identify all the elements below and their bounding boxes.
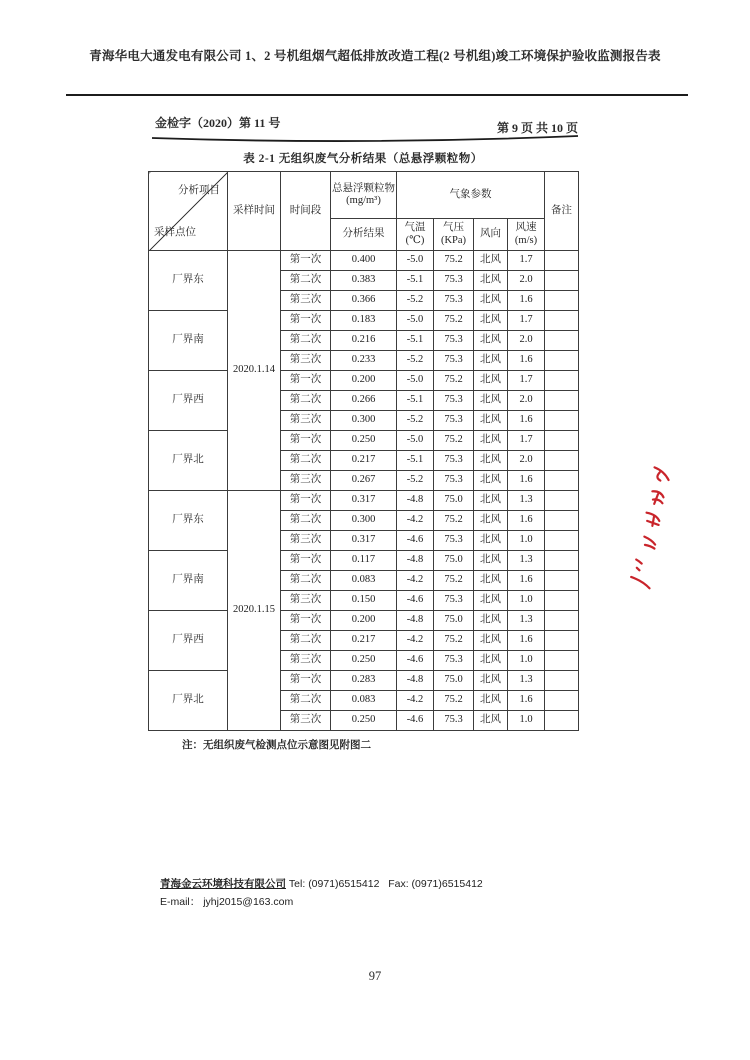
temperature-cell: -5.1 — [397, 331, 434, 351]
date-cell: 2020.1.14 — [228, 251, 281, 491]
wind-direction-cell: 北风 — [474, 671, 508, 691]
location-cell: 厂界西 — [149, 611, 228, 671]
header-analysis-result: 分析结果 — [331, 219, 397, 251]
wind-speed-cell: 1.7 — [508, 431, 545, 451]
location-cell: 厂界西 — [149, 371, 228, 431]
run-label-cell: 第三次 — [281, 411, 331, 431]
footer-email-value: jyhj2015@163.com — [203, 895, 294, 908]
wind-direction-cell: 北风 — [474, 431, 508, 451]
header-wind-speed-unit: (m/s) — [514, 234, 538, 246]
wind-speed-cell: 1.0 — [508, 651, 545, 671]
wind-speed-cell: 1.6 — [508, 571, 545, 591]
wind-speed-cell: 2.0 — [508, 271, 545, 291]
result-cell: 0.083 — [331, 571, 397, 591]
table-row — [149, 671, 579, 691]
header-pressure-unit: (KPa) — [440, 234, 467, 246]
result-cell: 0.216 — [331, 331, 397, 351]
footer-line2 — [160, 894, 483, 912]
header-temperature — [397, 219, 434, 251]
pressure-cell: 75.3 — [434, 451, 474, 471]
temperature-cell: -5.1 — [397, 391, 434, 411]
wind-direction-cell: 北风 — [474, 591, 508, 611]
pressure-cell: 75.3 — [434, 331, 474, 351]
remark-cell — [545, 371, 579, 391]
location-cell: 厂界北 — [149, 431, 228, 491]
result-cell: 0.217 — [331, 631, 397, 651]
footer-fax-value: (0971)6515412 — [411, 878, 483, 890]
pressure-cell: 75.3 — [434, 711, 474, 731]
pressure-cell: 75.3 — [434, 591, 474, 611]
result-cell: 0.317 — [331, 491, 397, 511]
wind-direction-cell: 北风 — [474, 351, 508, 371]
pressure-cell: 75.3 — [434, 651, 474, 671]
run-label-cell: 第三次 — [281, 711, 331, 731]
result-cell: 0.383 — [331, 271, 397, 291]
remark-cell — [545, 491, 579, 511]
run-label-cell: 第一次 — [281, 551, 331, 571]
table-footnote: 注：无组织废气检测点位示意图见附图二 — [182, 740, 371, 751]
temperature-cell: -4.2 — [397, 511, 434, 531]
run-label-cell: 第二次 — [281, 571, 331, 591]
footer-fax-label: Fax: — [388, 878, 409, 890]
location-cell: 厂界南 — [149, 311, 228, 371]
wind-direction-cell: 北风 — [474, 371, 508, 391]
remark-cell — [545, 551, 579, 571]
pressure-cell: 75.3 — [434, 351, 474, 371]
temperature-cell: -5.0 — [397, 371, 434, 391]
result-cell: 0.250 — [331, 651, 397, 671]
wind-speed-cell: 2.0 — [508, 331, 545, 351]
run-label-cell: 第一次 — [281, 371, 331, 391]
pressure-cell: 75.3 — [434, 471, 474, 491]
header-time-period: 时间段 — [281, 172, 331, 251]
footer-tel-label: Tel: — [288, 878, 306, 890]
wind-direction-cell: 北风 — [474, 411, 508, 431]
footer-company-name: 青海金云环境科技有限公司 — [160, 878, 286, 890]
remark-cell — [545, 251, 579, 271]
table-row — [149, 371, 579, 391]
header-pressure-name: 气压 — [443, 222, 464, 234]
header-wind-speed — [508, 219, 545, 251]
wind-direction-cell: 北风 — [474, 271, 508, 291]
wind-direction-cell: 北风 — [474, 571, 508, 591]
remark-cell — [545, 651, 579, 671]
wind-direction-cell: 北风 — [474, 531, 508, 551]
page-number: 97 — [368, 969, 382, 983]
document-header-title: 青海华电大通发电有限公司 1、2 号机组烟气超低排放改造工程(2 号机组)竣工环境保护验收监测报告表 — [89, 49, 661, 63]
pressure-cell: 75.2 — [434, 371, 474, 391]
header-tsp-name: 总悬浮颗粒物 — [332, 182, 395, 194]
corner-label-sampling-point: 采样点位 — [154, 226, 196, 238]
wind-speed-cell: 1.0 — [508, 591, 545, 611]
remark-cell — [545, 531, 579, 551]
wind-speed-cell: 1.7 — [508, 311, 545, 331]
remark-cell — [545, 691, 579, 711]
pressure-cell: 75.3 — [434, 271, 474, 291]
wind-direction-cell: 北风 — [474, 251, 508, 271]
result-cell: 0.217 — [331, 451, 397, 471]
result-cell: 0.083 — [331, 691, 397, 711]
result-cell: 0.200 — [331, 611, 397, 631]
wind-speed-cell: 1.6 — [508, 291, 545, 311]
pressure-cell: 75.2 — [434, 691, 474, 711]
table-row — [149, 251, 579, 271]
remark-cell — [545, 291, 579, 311]
table-title: 表 2-1 无组织废气分析结果（总悬浮颗粒物） — [243, 153, 483, 165]
header-sampling-time: 采样时间 — [228, 172, 281, 251]
temperature-cell: -4.6 — [397, 531, 434, 551]
run-label-cell: 第三次 — [281, 531, 331, 551]
run-label-cell: 第二次 — [281, 451, 331, 471]
wind-direction-cell: 北风 — [474, 711, 508, 731]
temperature-cell: -4.8 — [397, 551, 434, 571]
remark-cell — [545, 631, 579, 651]
run-label-cell: 第一次 — [281, 611, 331, 631]
table-row — [149, 491, 579, 511]
run-label-cell: 第二次 — [281, 271, 331, 291]
wind-speed-cell: 1.7 — [508, 371, 545, 391]
wind-speed-cell: 1.3 — [508, 671, 545, 691]
remark-cell — [545, 331, 579, 351]
pressure-cell: 75.2 — [434, 571, 474, 591]
temperature-cell: -4.6 — [397, 711, 434, 731]
temperature-cell: -4.2 — [397, 571, 434, 591]
run-label-cell: 第二次 — [281, 691, 331, 711]
table-row — [149, 431, 579, 451]
wind-speed-cell: 1.6 — [508, 691, 545, 711]
result-cell: 0.233 — [331, 351, 397, 371]
temperature-cell: -5.0 — [397, 251, 434, 271]
temperature-cell: -5.2 — [397, 291, 434, 311]
result-cell: 0.150 — [331, 591, 397, 611]
document-number: 金检字（2020）第 11 号 — [155, 116, 281, 130]
result-cell: 0.200 — [331, 371, 397, 391]
run-label-cell: 第三次 — [281, 351, 331, 371]
wind-speed-cell: 1.0 — [508, 531, 545, 551]
remark-cell — [545, 571, 579, 591]
wind-direction-cell: 北风 — [474, 511, 508, 531]
header-remark: 备注 — [545, 172, 579, 251]
remark-cell — [545, 511, 579, 531]
pressure-cell: 75.3 — [434, 411, 474, 431]
temperature-cell: -5.0 — [397, 431, 434, 451]
footer-email-label: E-mail： — [160, 895, 201, 908]
wind-direction-cell: 北风 — [474, 551, 508, 571]
run-label-cell: 第三次 — [281, 591, 331, 611]
wind-speed-cell: 1.3 — [508, 551, 545, 571]
remark-cell — [545, 271, 579, 291]
wind-direction-cell: 北风 — [474, 651, 508, 671]
wind-speed-cell: 1.3 — [508, 611, 545, 631]
pressure-cell: 75.3 — [434, 291, 474, 311]
header-tsp — [331, 172, 397, 219]
pressure-cell: 75.0 — [434, 491, 474, 511]
result-cell: 0.366 — [331, 291, 397, 311]
header-wind-speed-name: 风速 — [515, 222, 537, 234]
temperature-cell: -5.0 — [397, 311, 434, 331]
remark-cell — [545, 351, 579, 371]
table-row — [149, 311, 579, 331]
header-temp-name: 气温 — [404, 222, 426, 234]
sub-header-rule — [150, 130, 580, 146]
wind-direction-cell: 北风 — [474, 311, 508, 331]
wind-direction-cell: 北风 — [474, 291, 508, 311]
result-cell: 0.400 — [331, 251, 397, 271]
temperature-cell: -4.8 — [397, 671, 434, 691]
result-cell: 0.250 — [331, 711, 397, 731]
footer-tel-value: (0971)6515412 — [308, 878, 380, 890]
result-cell: 0.317 — [331, 531, 397, 551]
result-cell: 0.300 — [331, 511, 397, 531]
remark-cell — [545, 711, 579, 731]
wind-speed-cell: 1.6 — [508, 511, 545, 531]
analysis-results-table — [148, 171, 579, 731]
wind-speed-cell: 1.6 — [508, 411, 545, 431]
pressure-cell: 75.3 — [434, 531, 474, 551]
run-label-cell: 第三次 — [281, 651, 331, 671]
temperature-cell: -4.2 — [397, 691, 434, 711]
table-row — [149, 611, 579, 631]
run-label-cell: 第三次 — [281, 471, 331, 491]
temperature-cell: -4.6 — [397, 591, 434, 611]
wind-speed-cell: 1.0 — [508, 711, 545, 731]
wind-direction-cell: 北风 — [474, 491, 508, 511]
result-cell: 0.300 — [331, 411, 397, 431]
header-tsp-unit: (mg/m³) — [346, 195, 381, 206]
remark-cell — [545, 671, 579, 691]
header-rule — [66, 94, 688, 96]
wind-speed-cell: 1.7 — [508, 251, 545, 271]
date-cell: 2020.1.15 — [228, 491, 281, 731]
pressure-cell: 75.2 — [434, 431, 474, 451]
location-cell: 厂界东 — [149, 251, 228, 311]
run-label-cell: 第一次 — [281, 671, 331, 691]
pressure-cell: 75.2 — [434, 631, 474, 651]
pressure-cell: 75.0 — [434, 611, 474, 631]
wind-direction-cell: 北风 — [474, 611, 508, 631]
result-cell: 0.183 — [331, 311, 397, 331]
remark-cell — [545, 591, 579, 611]
wind-direction-cell: 北风 — [474, 391, 508, 411]
run-label-cell: 第一次 — [281, 491, 331, 511]
remark-cell — [545, 451, 579, 471]
header-wind-direction: 风向 — [474, 219, 508, 251]
header-pressure — [434, 219, 474, 251]
pressure-cell: 75.3 — [434, 391, 474, 411]
run-label-cell: 第二次 — [281, 511, 331, 531]
run-label-cell: 第一次 — [281, 311, 331, 331]
page-indicator: 第 9 页 共 10 页 — [496, 121, 578, 135]
temperature-cell: -4.2 — [397, 631, 434, 651]
wind-speed-cell: 2.0 — [508, 451, 545, 471]
table-body — [149, 251, 579, 731]
temperature-cell: -4.6 — [397, 651, 434, 671]
wind-direction-cell: 北风 — [474, 331, 508, 351]
table-row — [149, 551, 579, 571]
wind-direction-cell: 北风 — [474, 691, 508, 711]
remark-cell — [545, 391, 579, 411]
temperature-cell: -5.1 — [397, 271, 434, 291]
remark-cell — [545, 431, 579, 451]
wind-speed-cell: 1.3 — [508, 491, 545, 511]
result-cell: 0.266 — [331, 391, 397, 411]
header-weather-params: 气象参数 — [397, 172, 545, 219]
result-cell: 0.250 — [331, 431, 397, 451]
location-cell: 厂界北 — [149, 671, 228, 731]
header-temp-unit: (℃) — [405, 234, 425, 246]
footer-contact-block — [160, 876, 483, 912]
remark-cell — [545, 411, 579, 431]
remark-cell — [545, 611, 579, 631]
pressure-cell: 75.0 — [434, 671, 474, 691]
result-cell: 0.283 — [331, 671, 397, 691]
location-cell: 厂界南 — [149, 551, 228, 611]
wind-speed-cell: 2.0 — [508, 391, 545, 411]
wind-speed-cell: 1.6 — [508, 351, 545, 371]
run-label-cell: 第二次 — [281, 331, 331, 351]
red-handwriting-annotation — [630, 462, 676, 594]
result-cell: 0.117 — [331, 551, 397, 571]
remark-cell — [545, 311, 579, 331]
temperature-cell: -5.1 — [397, 451, 434, 471]
pressure-cell: 75.2 — [434, 251, 474, 271]
temperature-cell: -4.8 — [397, 491, 434, 511]
corner-header-cell — [149, 172, 228, 251]
wind-speed-cell: 1.6 — [508, 471, 545, 491]
wind-direction-cell: 北风 — [474, 451, 508, 471]
temperature-cell: -5.2 — [397, 471, 434, 491]
footer-line1 — [160, 876, 483, 894]
wind-speed-cell: 1.6 — [508, 631, 545, 651]
corner-label-analysis-item: 分析项目 — [178, 185, 220, 196]
temperature-cell: -5.2 — [397, 411, 434, 431]
run-label-cell: 第二次 — [281, 631, 331, 651]
run-label-cell: 第二次 — [281, 391, 331, 411]
temperature-cell: -5.2 — [397, 351, 434, 371]
pressure-cell: 75.2 — [434, 511, 474, 531]
pressure-cell: 75.2 — [434, 311, 474, 331]
wind-direction-cell: 北风 — [474, 631, 508, 651]
location-cell: 厂界东 — [149, 491, 228, 551]
remark-cell — [545, 471, 579, 491]
temperature-cell: -4.8 — [397, 611, 434, 631]
pressure-cell: 75.0 — [434, 551, 474, 571]
run-label-cell: 第三次 — [281, 291, 331, 311]
result-cell: 0.267 — [331, 471, 397, 491]
wind-direction-cell: 北风 — [474, 471, 508, 491]
run-label-cell: 第一次 — [281, 431, 331, 451]
run-label-cell: 第一次 — [281, 251, 331, 271]
